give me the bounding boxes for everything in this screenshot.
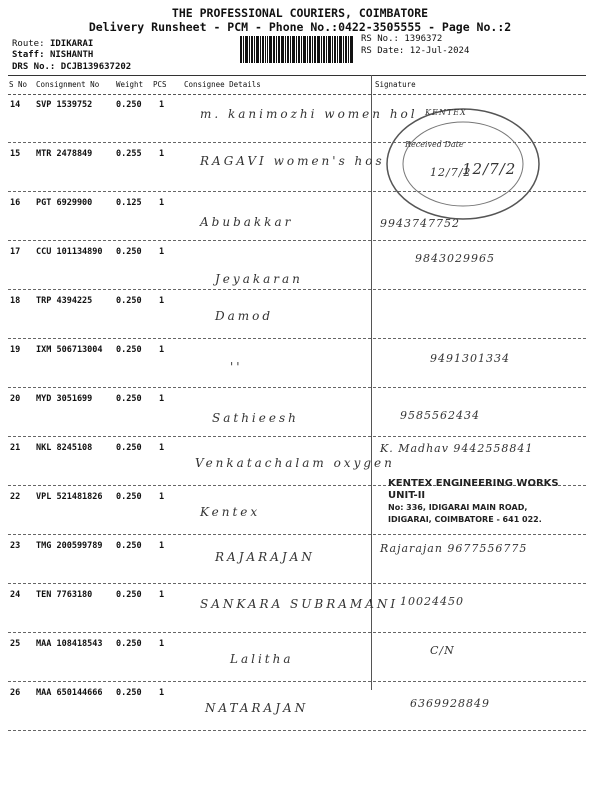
row-weight: 0.250 <box>116 394 142 404</box>
table-row <box>8 387 586 437</box>
consignee-handwriting: Jeyakaran <box>215 272 303 286</box>
col-signature: Signature <box>375 80 416 89</box>
table-row <box>8 240 586 290</box>
col-weight: Weight <box>116 80 144 89</box>
row-sno: 24 <box>10 590 21 600</box>
barcode <box>240 36 353 63</box>
row-consignment: MYD 3051699 <box>36 394 93 404</box>
row-weight: 0.250 <box>116 541 142 551</box>
row-consignment: MTR 2478849 <box>36 149 93 159</box>
row-consignment: IXM 506713004 <box>36 345 103 355</box>
consignee-handwriting: m. kanimozhi women hol <box>200 107 418 121</box>
consignee-handwriting: Sathieesh <box>212 411 299 425</box>
row-pcs: 1 <box>159 590 165 600</box>
row-weight: 0.250 <box>116 688 142 698</box>
row-pcs: 1 <box>159 688 165 698</box>
table-header <box>8 75 586 95</box>
row-sno: 20 <box>10 394 21 404</box>
signature-handwriting: C/N <box>430 644 455 657</box>
row-pcs: 1 <box>159 492 165 502</box>
table-row <box>8 289 586 339</box>
row-sno: 14 <box>10 100 21 110</box>
row-consignment: CCU 101134890 <box>36 247 103 257</box>
company-stamp: KENTEX ENGINEERING WORKS UNIT-II No: 336, IDIGARAI MAIN ROAD, IDIGARAI, COIMBATORE - 641 022. <box>388 478 559 524</box>
row-pcs: 1 <box>159 198 165 208</box>
consignee-handwriting: Damod <box>215 309 274 323</box>
signature-handwriting: 9943747752 <box>380 217 460 230</box>
row-consignment: TRP 4394225 <box>36 296 93 306</box>
row-weight: 0.125 <box>116 198 142 208</box>
row-pcs: 1 <box>159 149 165 159</box>
row-sno: 16 <box>10 198 21 208</box>
signature-handwriting: Rajarajan 9677556775 <box>380 542 528 555</box>
col-sno: S No <box>9 80 28 89</box>
consignee-handwriting: RAGAVI women's hos <box>200 154 385 168</box>
stamp-received: Received Date <box>405 140 464 149</box>
table-row <box>8 632 586 682</box>
row-sno: 15 <box>10 149 21 159</box>
row-weight: 0.250 <box>116 345 142 355</box>
signature-handwriting: K. Madhav 9442558841 <box>380 442 534 455</box>
staff-field: Staff: NISHANTH <box>12 50 94 60</box>
consignee-handwriting: Kentex <box>200 505 261 519</box>
signature-handwriting: 12/7/2 <box>430 166 472 179</box>
row-sno: 21 <box>10 443 21 453</box>
runsheet-title: THE PROFESSIONAL COURIERS, COIMBATORE <box>171 6 429 20</box>
stamp-date: 12/7/2 <box>462 160 517 178</box>
table-row <box>8 338 586 388</box>
consignee-handwriting: RAJARAJAN <box>215 550 315 564</box>
row-consignment: MAA 108418543 <box>36 639 103 649</box>
row-weight: 0.250 <box>116 590 142 600</box>
consignee-handwriting: Venkatachalam oxygen <box>195 456 395 470</box>
row-pcs: 1 <box>159 296 165 306</box>
row-pcs: 1 <box>159 443 165 453</box>
row-consignment: TEN 7763180 <box>36 590 93 600</box>
consignee-handwriting: NATARAJAN <box>205 701 309 715</box>
consignee-handwriting: Lalitha <box>230 652 294 666</box>
row-sno: 17 <box>10 247 21 257</box>
consignee-handwriting: '' <box>230 360 243 374</box>
route-field: Route: IDIKARAI <box>12 39 94 49</box>
row-weight: 0.250 <box>116 492 142 502</box>
row-pcs: 1 <box>159 345 165 355</box>
col-consignment: Consignment No <box>36 80 100 89</box>
signature-handwriting: 10024450 <box>400 595 464 608</box>
drs-field: DRS No.: DCJB139637202 <box>12 62 132 72</box>
row-sno: 25 <box>10 639 21 649</box>
table-row <box>8 534 586 584</box>
col-pcs: PCS <box>153 80 167 89</box>
row-sno: 23 <box>10 541 21 551</box>
col-consignee: Consignee Details <box>184 80 261 89</box>
rs-number: RS No.: 1396372 <box>361 34 443 44</box>
row-pcs: 1 <box>159 541 165 551</box>
row-consignment: PGT 6929900 <box>36 198 93 208</box>
row-weight: 0.250 <box>116 296 142 306</box>
row-weight: 0.250 <box>116 639 142 649</box>
row-pcs: 1 <box>159 100 165 110</box>
consignee-handwriting: SANKARA SUBRAMANI <box>200 597 399 611</box>
signature-handwriting: 9585562434 <box>400 409 480 422</box>
row-weight: 0.250 <box>116 443 142 453</box>
row-sno: 18 <box>10 296 21 306</box>
table-row <box>8 583 586 633</box>
row-pcs: 1 <box>159 247 165 257</box>
consignee-handwriting: Abubakkar <box>200 215 294 229</box>
row-consignment: VPL 521481826 <box>36 492 103 502</box>
table-row <box>8 681 586 731</box>
stamp-company: KENTEX <box>425 108 467 117</box>
row-pcs: 1 <box>159 639 165 649</box>
row-consignment: SVP 1539752 <box>36 100 93 110</box>
row-consignment: TMG 200599789 <box>36 541 103 551</box>
row-pcs: 1 <box>159 394 165 404</box>
runsheet-subtitle: Delivery Runsheet - PCM - Phone No.:0422-3505555 - Page No.:2 <box>88 20 512 34</box>
row-consignment: NKL 8245108 <box>36 443 93 453</box>
rs-date: RS Date: 12-Jul-2024 <box>361 46 470 56</box>
row-weight: 0.255 <box>116 149 142 159</box>
row-consignment: MAA 650144666 <box>36 688 103 698</box>
row-weight: 0.250 <box>116 100 142 110</box>
row-weight: 0.250 <box>116 247 142 257</box>
row-sno: 19 <box>10 345 21 355</box>
row-sno: 26 <box>10 688 21 698</box>
row-sno: 22 <box>10 492 21 502</box>
signature-handwriting: 9491301334 <box>430 352 510 365</box>
signature-handwriting: 6369928849 <box>410 697 490 710</box>
signature-handwriting: 9843029965 <box>415 252 495 265</box>
